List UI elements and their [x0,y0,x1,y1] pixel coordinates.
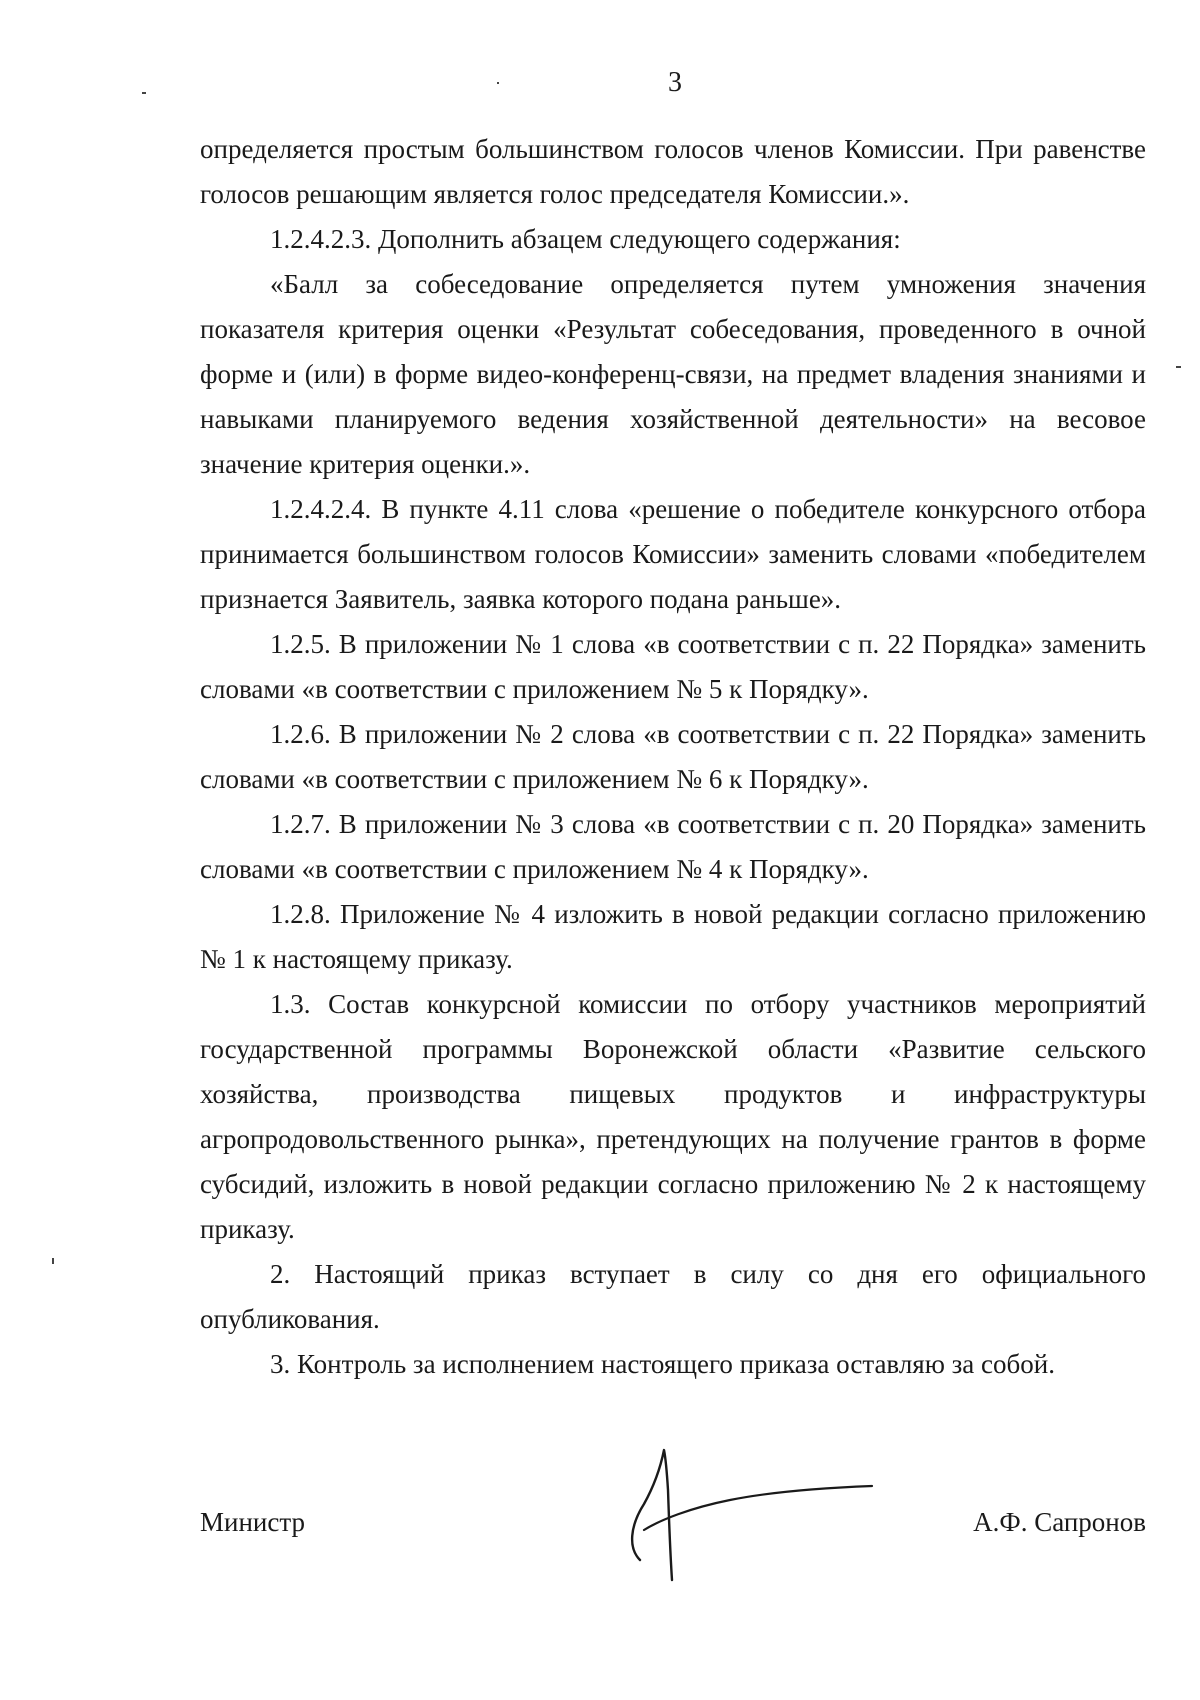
page-number: 3 [668,67,682,98]
paragraph-1-2-4-2-3: 1.2.4.2.3. Дополнить абзацем следующего содержания: [270,224,901,254]
signatory-title: Министр [200,1507,305,1537]
paragraph-1-2-5: 1.2.5. В приложении № 1 слова «в соответствии с п. 22 Порядка» заменить словами «в соответствии с приложением № 5 к Порядку». [200,629,1146,704]
paragraph-continuation: определяется простым большинством голосов членов Комиссии. При равенстве голосов решающим является голос председателя Комиссии.». [200,134,1146,209]
paragraph-1-2-6: 1.2.6. В приложении № 2 слова «в соответствии с п. 22 Порядка» заменить словами «в соответствии с приложением № 6 к Порядку». [200,719,1146,794]
paragraph-1-2-4-2-4: 1.2.4.2.4. В пункте 4.11 слова «решение о победителе конкурсного отбора принимается большинством голосов Комиссии» заменить словами «победителем признается Заявитель, заявка которого подана раньше». [200,494,1146,614]
paragraph-3: 3. Контроль за исполнением настоящего приказа оставляю за собой. [270,1349,1055,1379]
scan-speck [52,1258,54,1264]
document-body [200,127,1146,1387]
signature-block [200,1500,1146,1550]
paragraph-interview-score: «Балл за собеседование определяется путем умножения значения показателя критерия оценки «Результат собеседования, проведенного в очной форме и (или) в форме видео-конференц-связи, на предмет владения знаниями и навыками планируемого ведения хозяйственной деятельности» на весовое значение критерия оценки.». [200,269,1146,479]
signatory-name: А.Ф. Сапронов [973,1507,1146,1537]
scan-speck [142,92,146,94]
paragraph-1-3: 1.3. Состав конкурсной комиссии по отбору участников мероприятий государственной программы Воронежской области «Развитие сельского хозяйства, производства пищевых продуктов и инфраструктуры агропродовольственного рынка», претендующих на получение грантов в форме субсидий, изложить в новой редакции согласно приложению № 2 к настоящему приказу. [200,989,1146,1244]
paragraph-1-2-7: 1.2.7. В приложении № 3 слова «в соответствии с п. 20 Порядка» заменить словами «в соответствии с приложением № 4 к Порядку». [200,809,1146,884]
paragraph-1-2-8: 1.2.8. Приложение № 4 изложить в новой редакции согласно приложению № 1 к настоящему приказу. [200,899,1146,974]
scan-speck [497,82,499,84]
scan-speck [1176,366,1181,368]
paragraph-2: 2. Настоящий приказ вступает в силу со дня его официального опубликования. [200,1259,1146,1334]
